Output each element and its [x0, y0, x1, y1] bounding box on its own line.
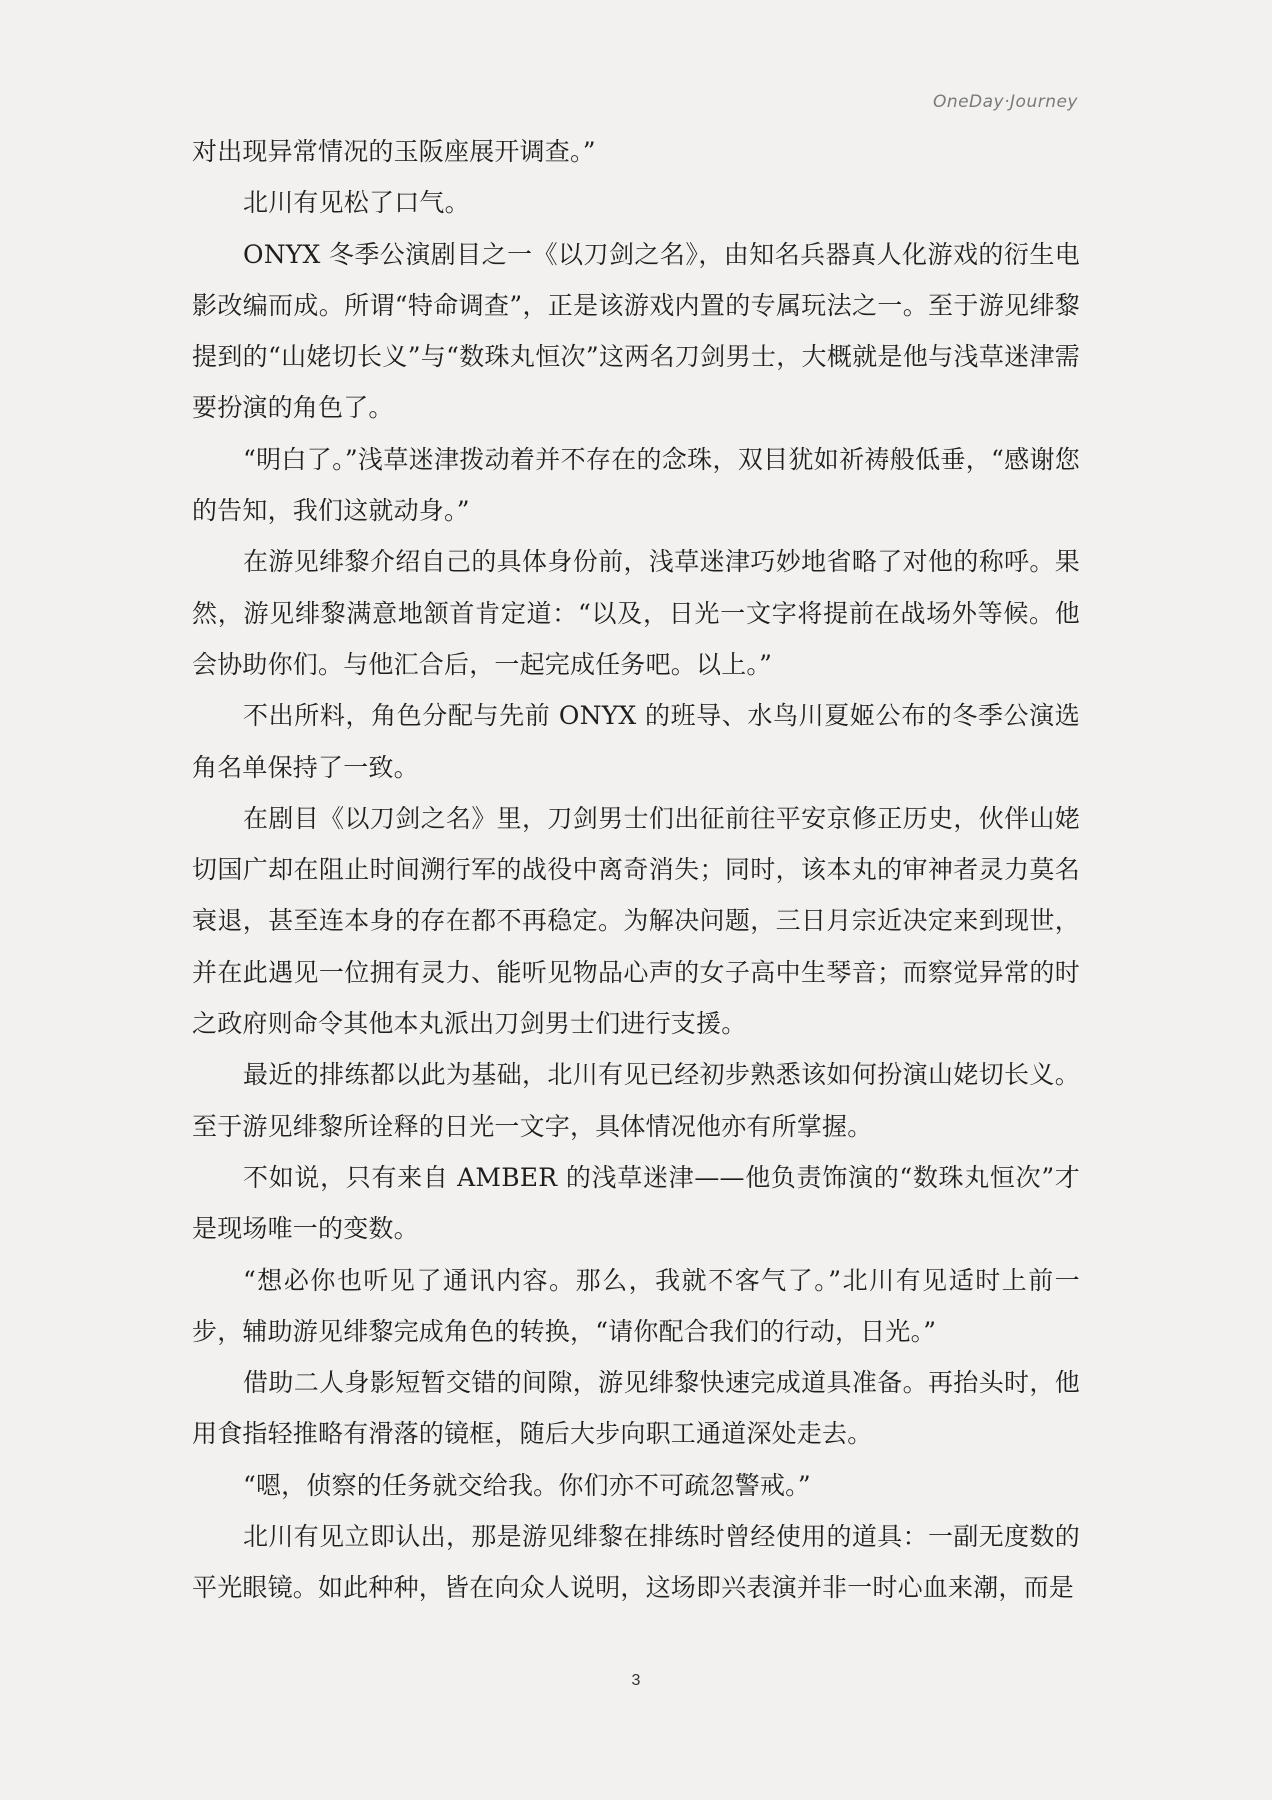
paragraph: 不如说，只有来自 AMBER 的浅草迷津——他负责饰演的“数珠丸恒次”才是现场唯一的变数。 [192, 1162, 1080, 1244]
paragraph: “明白了。”浅草迷津拨动着并不存在的念珠，双目犹如祈祷般低垂，“感谢您的告知，我们这就动身。” [192, 444, 1080, 526]
paragraph: “想必你也听见了通讯内容。那么，我就不客气了。”北川有见适时上前一步，辅助游见绯黎完成角色的转换，“请你配合我们的行动，日光。” [192, 1265, 1080, 1346]
paragraph: “嗯，侦察的任务就交给我。你们亦不可疏忽警戒。” [243, 1470, 811, 1500]
paragraph: 对出现异常情况的玉阪座展开调查。” [192, 137, 596, 166]
paragraph: 不出所料，角色分配与先前 ONYX 的班导、水鸟川夏姬公布的冬季公演选角名单保持了一致。 [192, 701, 1080, 782]
paragraph: ONYX 冬季公演剧目之一《以刀剑之名》，由知名兵器真人化游戏的衍生电影改编而成。所谓“特命调查”，正是该游戏内置的专属玩法之一。至于游见绯黎提到的“山姥切长义”与“数珠丸恒次”这两名刀剑男士，大概就是他与浅草迷津需要扮演的角色了。 [192, 239, 1080, 423]
running-header: OneDay·Journey [932, 92, 1078, 112]
paragraph: 在游见绯黎介绍自己的具体身份前，浅草迷津巧妙地省略了对他的称呼。果然，游见绯黎满意地颔首肯定道：“以及，日光一文字将提前在战场外等候。他会协助你们。与他汇合后，一起完成任务吧。以上。” [192, 547, 1080, 679]
body-text [192, 126, 1080, 1614]
paragraph: 北川有见松了口气。 [243, 188, 470, 218]
paragraph: 北川有见立即认出，那是游见绯黎在排练时曾经使用的道具：一副无度数的平光眼镜。如此种种，皆在向众人说明，这场即兴表演并非一时心血来潮，而是 [192, 1522, 1080, 1603]
paragraph: 借助二人身影短暂交错的间隙，游见绯黎快速完成道具准备。再抬头时，他用食指轻推略有滑落的镜框，随后大步向职工通道深处走去。 [192, 1368, 1080, 1449]
paragraph: 最近的排练都以此为基础，北川有见已经初步熟悉该如何扮演山姥切长义。至于游见绯黎所诠释的日光一文字，具体情况他亦有所掌握。 [192, 1060, 1080, 1141]
paragraph: 在剧目《以刀剑之名》里，刀剑男士们出征前往平安京修正历史，伙伴山姥切国广却在阻止时间溯行军的战役中离奇消失；同时，该本丸的审神者灵力莫名衰退，甚至连本身的存在都不再稳定。为解决问题，三日月宗近决定来到现世，并在此遇见一位拥有灵力、能听见物品心声的女子高中生琴音；而察觉异常的时之政府则命令其他本丸派出刀剑男士们进行支援。 [192, 803, 1080, 1039]
page-number: 3 [631, 1672, 641, 1689]
